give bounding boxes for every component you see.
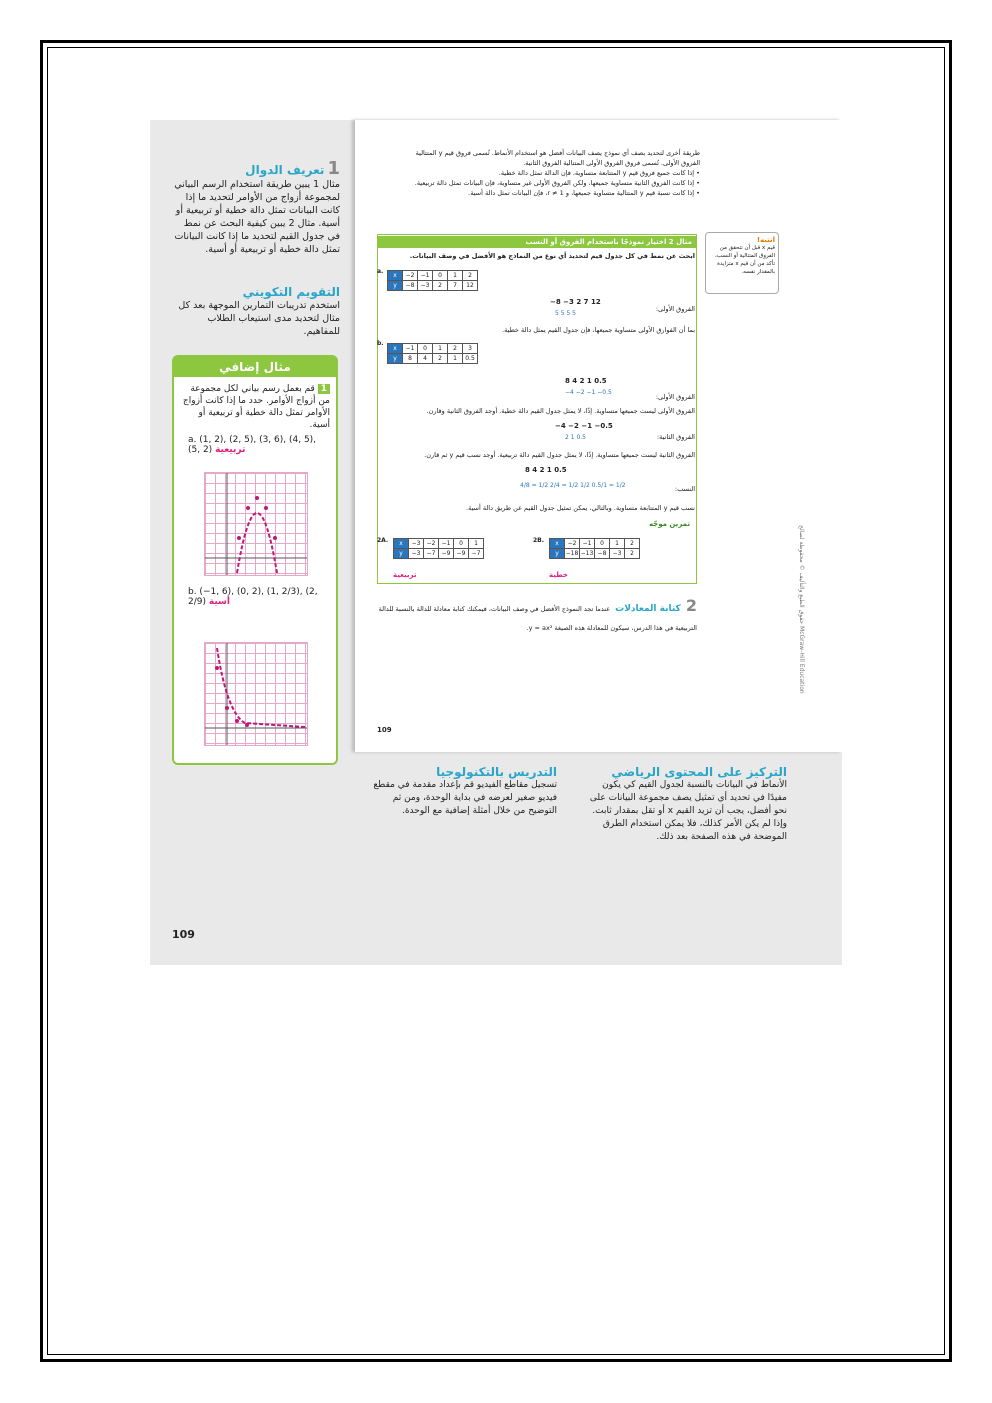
b-conclusion: نسب قيم y المتتابعة متساوية. وبالتالي، يمكن تمثيل جدول القيم عن طريق دالة أسية. [466,504,695,512]
b-second-label: الفروق الثانية: [656,433,695,441]
inner-page-number: 109 [377,726,392,734]
b-text1: الفروق الأولى ليست جميعها متساوية. إذًا، لا يمثل جدول القيم دالة خطية. أوجد الفروق الثانية وقارن. [426,407,695,415]
section1-number: 1 [327,158,340,179]
a-first-values: −8 −3 2 7 12 [550,298,601,306]
b-second-diffs: 2 1 0.5 [565,434,586,441]
part-a-label: a. [377,268,384,275]
copyright-credit: حقوق الطبع والتأليف © محفوظة لصالح McGraw-Hill Education [798,525,805,694]
graph-b [204,642,308,746]
part-a-answer: تربيعية [215,445,246,455]
g2b-label: 2B. [533,537,545,544]
section2-number: 2 [685,596,697,615]
assessment-title: التقويم التكويني [242,285,340,299]
part-b-label: b. [377,340,384,347]
b-first-values: 8 4 2 1 0.5 [565,377,607,385]
teaching-technology [362,766,557,818]
teaching-tech-text: تسجيل مقاطع الفيديو قم بإعداد مقدمة في مقطع فيديو صغير لعرضه في بداية الوحدة، ومن ثم التوضيح من خلال أمثلة إضافية مع الوحدة. [373,780,557,816]
section2-title: كتابة المعادلات [615,604,681,614]
b-first-diffs: −4 −2 −1 −0.5 [565,389,612,396]
extra-example-number: 1 [318,384,330,394]
extra-example-title: مثال إضافي [174,357,336,377]
g2b-answer: خطية [549,571,568,579]
b-ratio-values: 8 4 2 1 0.5 [525,466,567,474]
table-2a: x −3 −2 −1 0 1 y −3 −7 −9 −9 −7 [393,538,484,559]
assessment-block [172,286,340,338]
b-first-label: الفروق الأولى: [655,393,695,401]
section1-text: مثال 1 يبين طريقة استخدام الرسم البياني لمجموعة أزواج من الأوامر لتحديد ما إذا كانت البيانات تمثل دالة خطية أو تربيعية أو أسية. مثال 2 يبين كيفية البحث عن نمط في جدول القيم لتحديد ما إذا كانت البيانات تمثل دالة خطية أو تربيعية أو أسية. [174,179,340,255]
a-first-diffs: 5 5 5 5 [555,310,576,317]
b-ratios: 4/8 = 1/2 2/4 = 1/2 1/2 0.5/1 = 1/2 [520,482,626,489]
teaching-tech-title: التدريس بالتكنولوجيا [436,765,557,779]
part-b [174,587,336,607]
section1-title: تعريف الدوال [245,163,325,177]
b-second-values: −4 −2 −1 −0.5 [555,422,613,430]
table-2b: x −2 −1 0 1 2 y −18 −13 −8 −3 2 [549,538,640,559]
a-conclusion: بما أن الفوارق الأولى متساوية جميعها، فإن جدول القيم يمثل دالة خطية. [502,326,695,334]
b-text2: الفروق الثانية ليست جميعها متساوية. إذًا، لا يمثل جدول القيم دالة تربيعية. أوجد نسب قيم y ثم قارن. [424,451,695,459]
extra-example-box [172,355,338,765]
part-a [174,431,336,455]
part-b-text: b. (−1, 6), (0, 2), (1, 2/3), (2, 2/9) [188,587,318,607]
graph-a [204,472,308,576]
math-content-text: الأنماط في البيانات بالنسبة لجدول القيم كي يكون مفيدًا في تحديد أي تمثيل يصف مجموعة البيانات على نحو أفضل، يجب أن تزيد القيم x أو تقل بمقدار ثابت. وإذا لم يكن الأمر كذلك، فلا يمكن استخدام الطرق الموضحة في هذه الصفحة بعد ذلك. [589,780,787,842]
part-a-text: a. (1, 2), (2, 5), (3, 6), (4, 5), (5, 2) [188,435,317,455]
section2-text: عندما تجد النموذج الأفضل في وصف البيانات، فيمكنك كتابة معادلة للدالة بالنسبة للدالة التربيعية في هذا الدرس، سيكون للمعادلة هذه الصيغة y = ax². [378,605,697,632]
table-a: x −2 −1 0 1 2 y −8 −3 2 7 12 [387,270,478,291]
caution-title: انتبه! [756,236,775,244]
g2a-answer: تربيعية [393,571,417,579]
g2a-label: 2A. [377,537,389,544]
part-b-answer: أسية [208,597,230,607]
example2-question: ابحث عن نمط في كل جدول قيم لتحديد أي نوع من النماذج هو الأفضل في وصف البيانات. [409,252,695,260]
b-ratio-label: النسب: [674,485,695,493]
textbook-page [150,120,842,965]
student-page [355,120,842,752]
caution-text: قيم x قبل أن تتحقق من الفروق المتتالية أو النسب، تأكد من أن قيم x متزايدة بالمقدار نفسه. [715,245,775,275]
math-content-title: التركيز على المحتوى الرياضي [611,765,787,779]
page-number: 109 [172,928,195,941]
math-content-focus [582,766,787,844]
guided-practice-label: تمرين موجّه [648,520,690,528]
extra-example-text: 1 قم بعمل رسم بياني لكل مجموعة من أزواج الأوامر. حدد ما إذا كانت أزواج الأوامر تمثل دالة خطية أو تربيعية أو أسية. [182,384,330,430]
assessment-text: استخدم تدريبات التمارين الموجهة بعد كل مثال لتحديد مدى استيعاب الطلاب للمفاهيم. [178,300,340,337]
intro-text: طريقة أخرى لتحديد بصف أي نموذج يصف البيانات أفضل هو استخدام الأنماط. تُسمى فروق قيم y المتتالية الفروق الأولى. تُسمى فروق الفروق الأولى المتتالية الفروق الثانية. • إذا كانت جميع فروق قيم y المتتابعة متساوية، فإن الدالة تمثل دالة خطية. • إذا كانت الفروق الثانية متساوية جميعها، ولكن الفروق الأولى غير متساوية، فإن البيانات تمثل دالة تربيعية. • إذا كانت نسبة قيم y المتتالية متساوية جميعها، و r ≠ 1، فإن البيانات تمثل دالة أسية. [414,149,700,197]
a-first-label: الفروق الأولى: [655,305,695,313]
section2-block [377,596,697,634]
example2-title: مثال 2 اختيار نموذجًا باستخدام الفروق أو النسب [377,236,697,248]
caution-note [705,232,779,294]
table-b: x −1 0 1 2 3 y 8 4 2 1 0.5 [387,343,478,364]
section1-block [172,158,340,256]
